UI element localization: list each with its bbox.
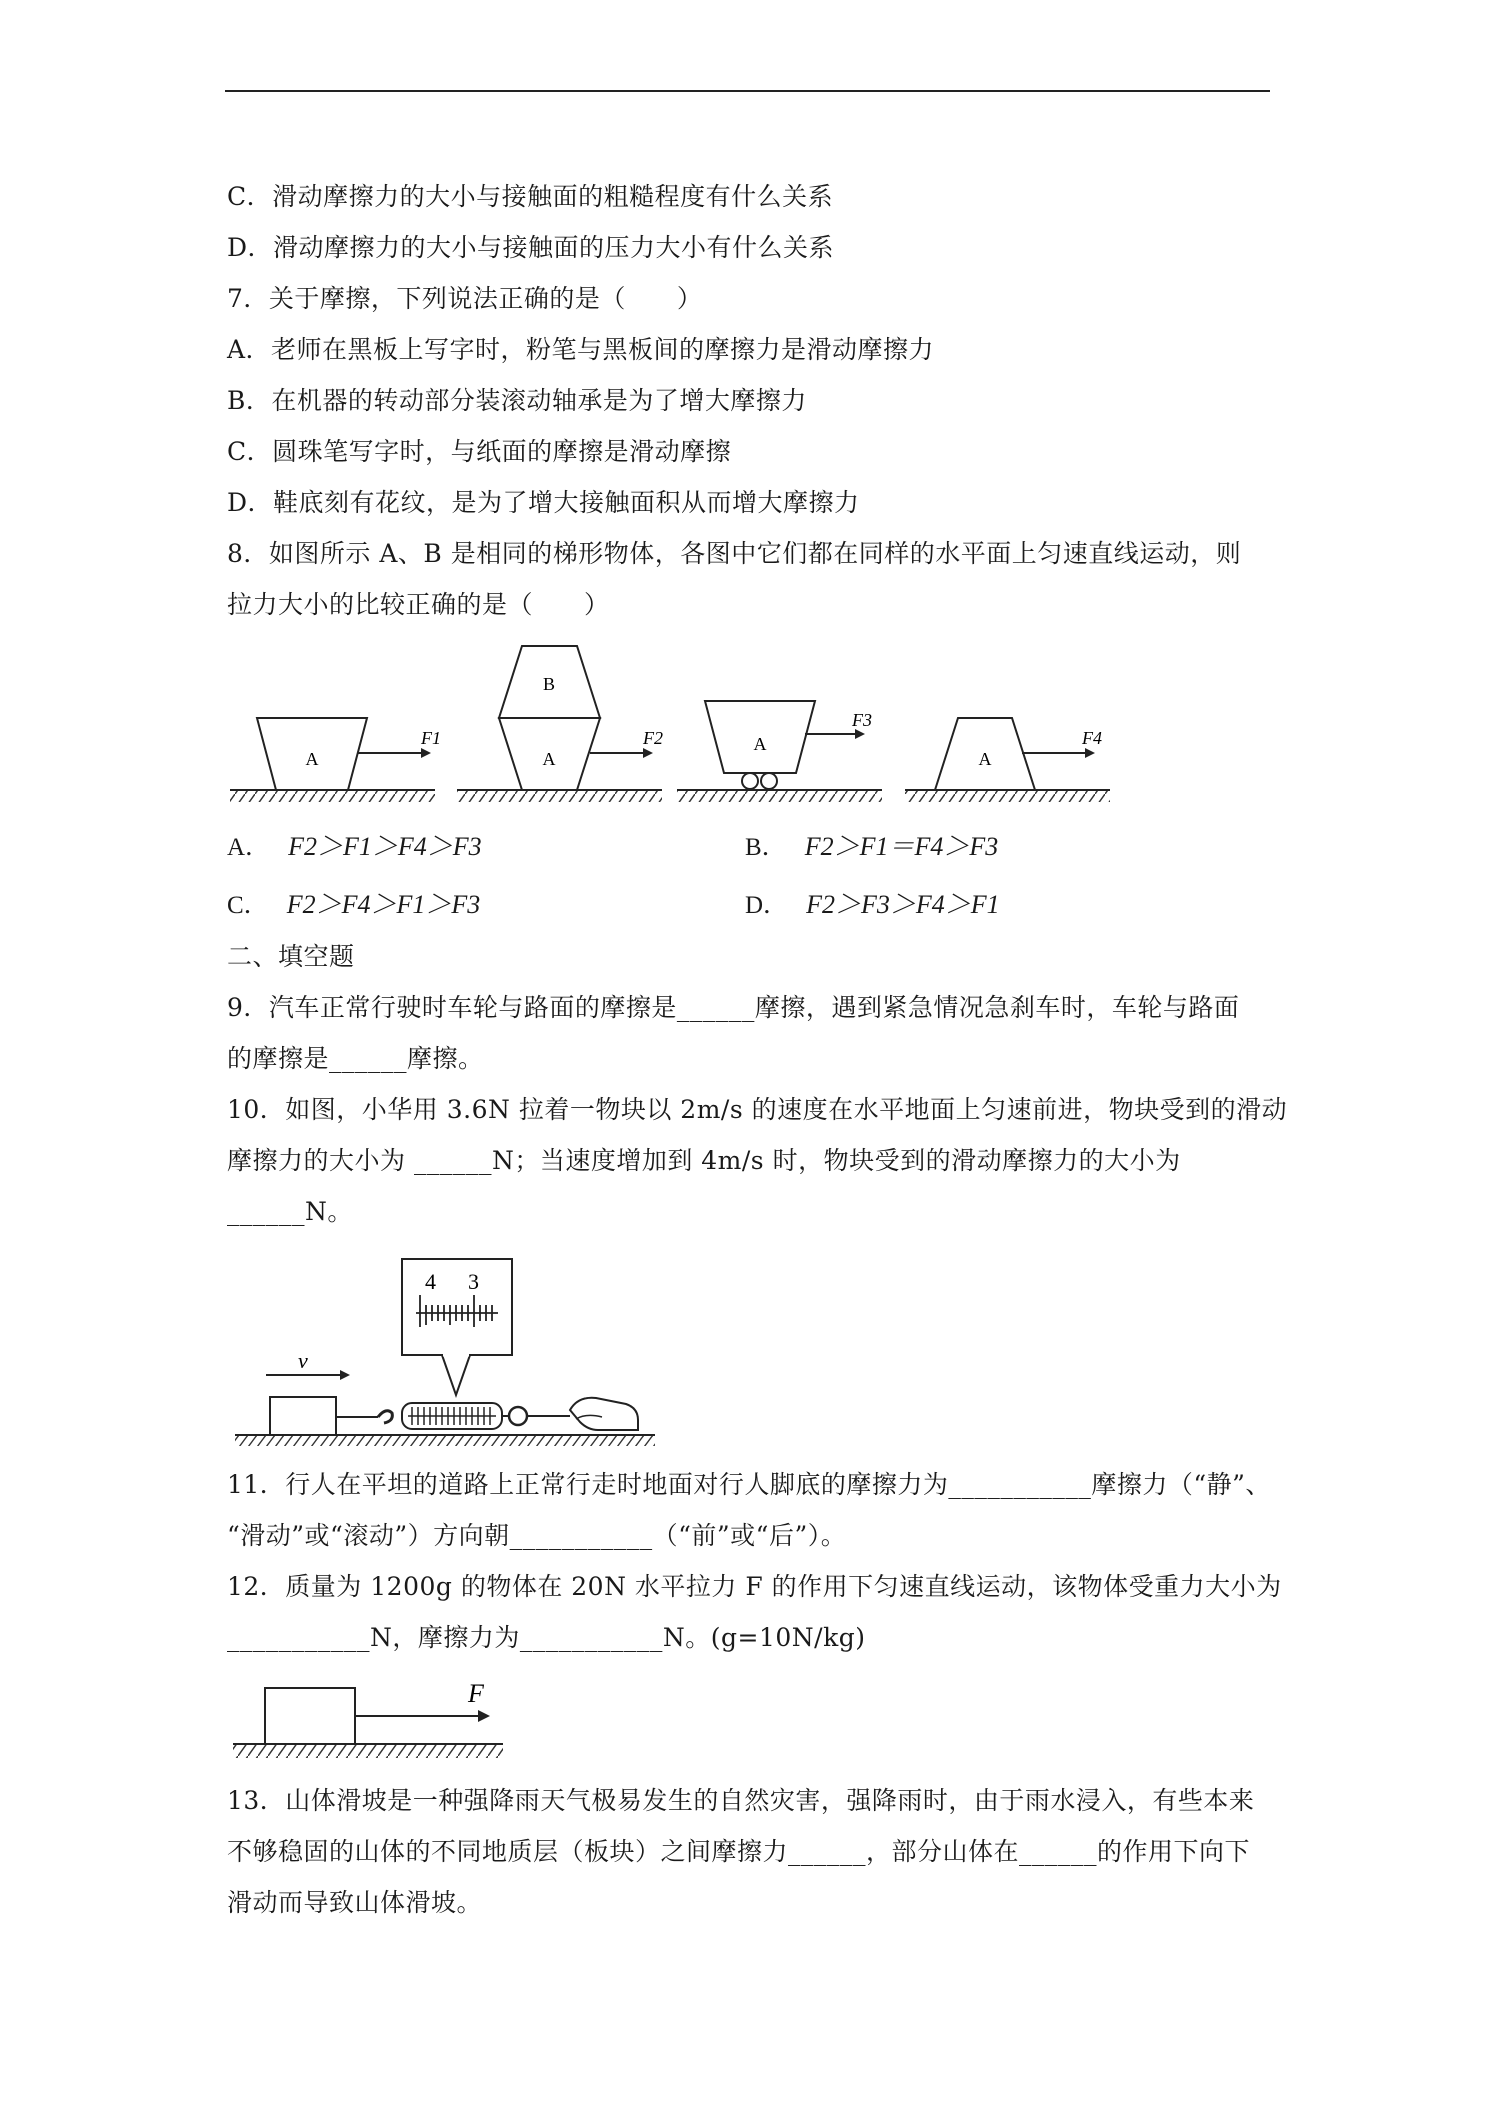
q8-option-b-key: B． bbox=[745, 834, 787, 861]
scale-ring bbox=[509, 1407, 527, 1425]
q7-option-d: D．鞋底刻有花纹，是为了增大接触面积从而增大摩擦力 bbox=[227, 488, 860, 517]
q13-line1: 13．山体滑坡是一种强降雨天气极易发生的自然灾害，强降雨时，由于雨水浸入，有些本来 bbox=[227, 1786, 1255, 1815]
q7-option-a: A．老师在黑板上写字时，粉笔与黑板间的摩擦力是滑动摩擦力 bbox=[227, 335, 935, 364]
block-a-label: A bbox=[753, 734, 767, 754]
pulled-object bbox=[265, 1688, 355, 1744]
f1-label: F1 bbox=[421, 728, 441, 748]
q8-option-b-value: F2＞F1＝F4＞F3 bbox=[804, 832, 999, 861]
scale-mark-left: 4 bbox=[425, 1269, 436, 1294]
q12-figure bbox=[228, 1672, 518, 1762]
q12-line2: ___________N，摩擦力为___________N。(g=10N/kg) bbox=[227, 1623, 866, 1652]
q8-panel-2 bbox=[457, 646, 663, 802]
q8-panel-1 bbox=[230, 718, 441, 802]
q8-figure bbox=[225, 640, 1125, 810]
q9-line2: 的摩擦是______摩擦。 bbox=[227, 1044, 484, 1073]
pulled-block bbox=[270, 1397, 336, 1435]
q10-figure bbox=[230, 1255, 670, 1450]
header-rule bbox=[225, 90, 1270, 92]
q8-option-a-key: A． bbox=[227, 834, 271, 861]
q8-stem-line2: 拉力大小的比较正确的是（ ） bbox=[227, 590, 610, 619]
section-fill-in-title: 二、填空题 bbox=[227, 942, 355, 971]
hook bbox=[378, 1411, 392, 1423]
force-label: F bbox=[468, 1679, 484, 1708]
q7-option-c: C．圆珠笔写字时，与纸面的摩擦是滑动摩擦 bbox=[227, 437, 732, 466]
q13-line3: 滑动而导致山体滑坡。 bbox=[227, 1888, 483, 1917]
block-b-label: B bbox=[542, 674, 556, 694]
q8-stem-line1: 8．如图所示 A、B 是相同的梯形物体，各图中它们都在同样的水平面上匀速直线运动，则 bbox=[227, 539, 1242, 568]
block-a-label: A bbox=[542, 749, 556, 769]
q8-option-c-value: F2＞F4＞F1＞F3 bbox=[286, 890, 481, 919]
q11-line1: 11．行人在平坦的道路上正常行走时地面对行人脚底的摩擦力为___________摩擦力（“静”、 bbox=[227, 1470, 1271, 1499]
f4-label: F4 bbox=[1082, 728, 1102, 748]
roller-left bbox=[742, 773, 758, 789]
q8-panel-3 bbox=[677, 701, 882, 802]
q10-line2: 摩擦力的大小为 ______N；当速度增加到 4m/s 时，物块受到的滑动摩擦力的大小为 bbox=[227, 1146, 1181, 1175]
q12-line1: 12．质量为 1200g 的物体在 20N 水平拉力 F 的作用下匀速直线运动，该物体受重力大小为 bbox=[227, 1572, 1282, 1601]
q7-stem: 7．关于摩擦，下列说法正确的是（ ） bbox=[227, 284, 703, 313]
scale-callout bbox=[402, 1259, 512, 1355]
q9-line1: 9．汽车正常行驶时车轮与路面的摩擦是______摩擦，遇到紧急情况急刹车时，车轮与路面 bbox=[227, 993, 1240, 1022]
q8-option-a bbox=[227, 830, 482, 865]
q8-panel-4 bbox=[905, 718, 1110, 802]
q8-option-b bbox=[745, 830, 998, 865]
hand bbox=[570, 1398, 638, 1430]
block-a-label: A bbox=[978, 749, 992, 769]
roller-right bbox=[761, 773, 777, 789]
q10-line3: ______N。 bbox=[227, 1197, 353, 1226]
f3-label: F3 bbox=[852, 710, 872, 730]
f2-label: F2 bbox=[643, 728, 663, 748]
q8-option-a-value: F2＞F1＞F4＞F3 bbox=[288, 832, 482, 861]
q8-option-d-value: F2＞F3＞F4＞F1 bbox=[806, 890, 1000, 919]
q8-option-c bbox=[227, 888, 480, 923]
q13-line2: 不够稳固的山体的不同地质层（板块）之间摩擦力______，部分山体在______的作用下向下 bbox=[227, 1837, 1251, 1866]
q7-option-b: B．在机器的转动部分装滚动轴承是为了增大摩擦力 bbox=[227, 386, 807, 415]
q10-line1: 10．如图，小华用 3.6N 拉着一物块以 2m/s 的速度在水平地面上匀速前进，物块受到的滑动 bbox=[227, 1095, 1288, 1124]
q8-option-d-key: D． bbox=[745, 892, 789, 919]
q8-option-d bbox=[745, 888, 1000, 923]
block-a-label: A bbox=[305, 749, 319, 769]
q11-line2: “滑动”或“滚动”）方向朝___________（“前”或“后”）。 bbox=[227, 1521, 847, 1550]
q8-option-c-key: C． bbox=[227, 892, 269, 919]
velocity-label: v bbox=[298, 1348, 308, 1373]
q6-option-c: C．滑动摩擦力的大小与接触面的粗糙程度有什么关系 bbox=[227, 182, 834, 211]
scale-mark-right: 3 bbox=[468, 1269, 479, 1294]
q6-option-d: D．滑动摩擦力的大小与接触面的压力大小有什么关系 bbox=[227, 233, 835, 262]
